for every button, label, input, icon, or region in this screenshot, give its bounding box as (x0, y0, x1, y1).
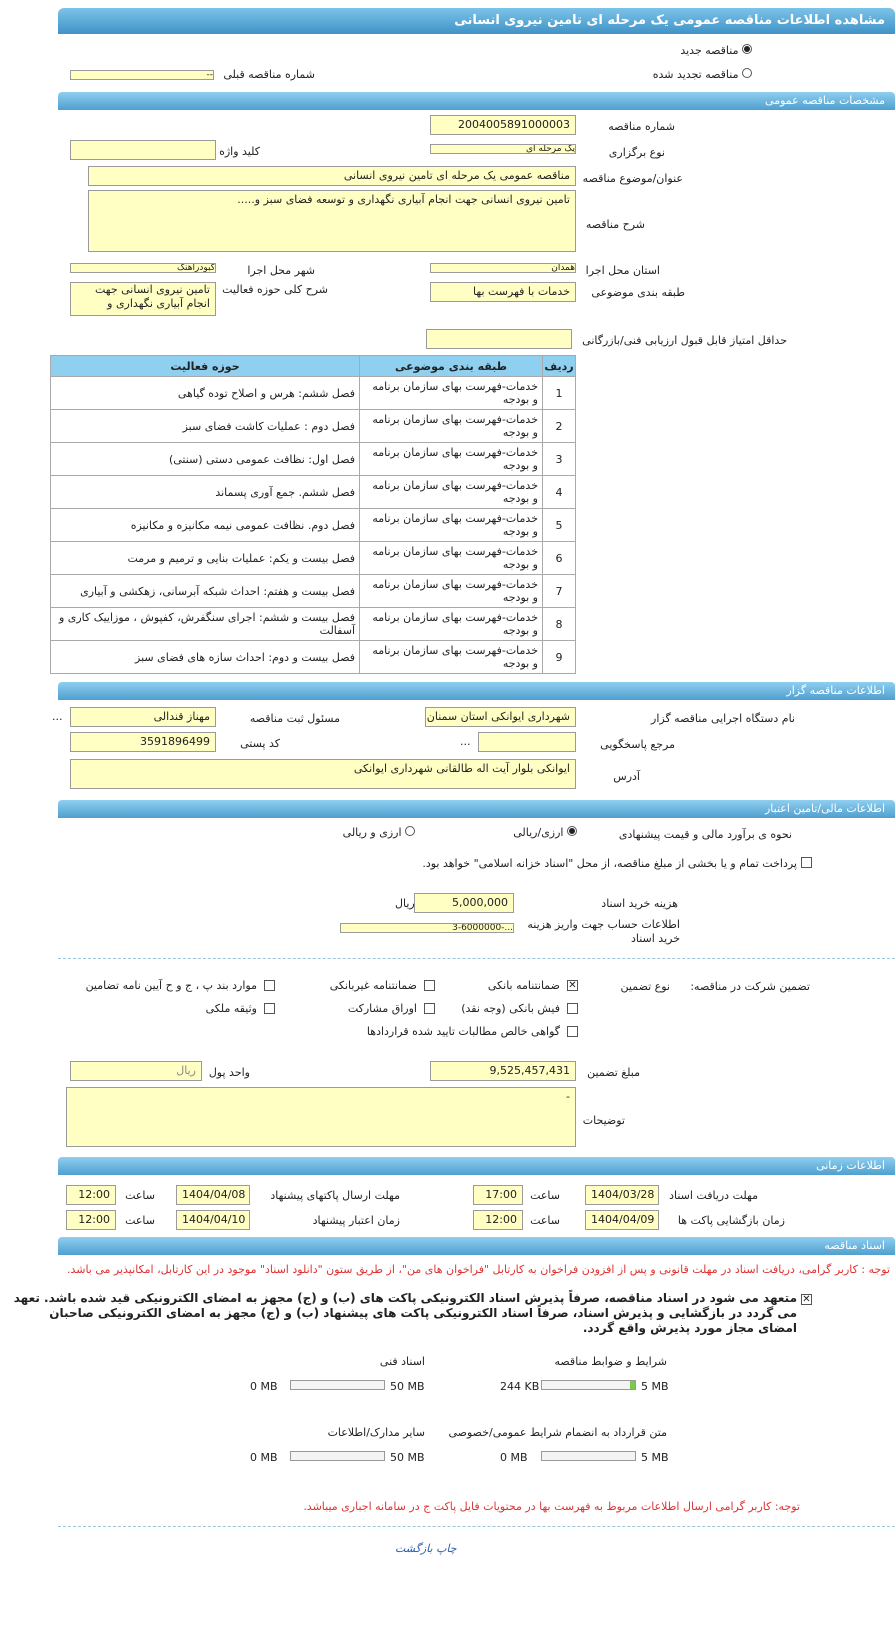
section-timing: اطلاعات زمانی (58, 1157, 895, 1175)
treasury-text: پرداخت تمام و یا بخشی از مبلغ مناقصه، از محل "اسناد خزانه اسلامی" خواهد بود. (422, 857, 797, 870)
city-label: شهر محل اجرا (247, 264, 315, 277)
send-label: مهلت ارسال پاکتهای پیشنهاد (270, 1189, 400, 1202)
divider-2 (58, 1526, 895, 1528)
currency-label: واحد پول (208, 1066, 250, 1079)
currency-field: ریال (70, 1061, 202, 1081)
open-time: 12:00 (473, 1210, 523, 1230)
type-select[interactable]: یک مرحله ای (430, 144, 576, 154)
section-docs: اسناد مناقصه (58, 1237, 895, 1255)
row-category: خدمات-فهرست بهای سازمان برنامه و بودجه (360, 542, 543, 575)
account-select[interactable]: 3-6000000-... (340, 923, 514, 933)
subject-label: عنوان/موضوع مناقصه (582, 172, 683, 185)
radio-renewed[interactable] (742, 68, 752, 78)
row-category: خدمات-فهرست بهای سازمان برنامه و بودجه (360, 509, 543, 542)
org-field: شهرداری ایوانکی استان سمنان (425, 707, 576, 727)
valid-date: 1404/04/10 (176, 1210, 250, 1230)
docs-note: توجه : کاربر گرامی، دریافت اسناد در مهلت قانونی و پس از افزودن فراخوان به کارتابل "فراخوان های من"، از طریق ستون "دانلود اسناد" موجود در این کارتابل، امکانپذیر می باشد. (66, 1263, 890, 1276)
resp-field: مهناز قندالی (70, 707, 216, 727)
fee-field: 5,000,000 (414, 893, 514, 913)
g-cert-label: گواهی خالص مطالبات تایید شده قراردادها (366, 1025, 560, 1038)
file-tech-used: 0 MB (250, 1380, 278, 1393)
col-row: ردیف (543, 356, 576, 377)
estimate-label: نحوه ی برآورد مالی و قیمت پیشنهادی (618, 828, 792, 841)
g-nonbank-label: ضمانتنامه غیربانکی (329, 979, 417, 992)
row-number: 2 (543, 410, 576, 443)
opt-rial-radio[interactable] (567, 826, 577, 836)
footer-links (395, 1542, 457, 1555)
ref-more[interactable]: ... (460, 735, 471, 748)
scope-field[interactable]: تامین نیروی انسانی جهت انجام آبیاری نگهداری و (70, 282, 216, 316)
postal-label: کد پستی (240, 737, 280, 750)
file-contract-max: 5 MB (641, 1451, 669, 1464)
keyword-field (70, 140, 216, 160)
opt-fx-label: ارزی و ریالی (342, 826, 402, 839)
notes-field: - (66, 1087, 576, 1147)
g-bonds-checkbox[interactable] (424, 1003, 435, 1014)
row-activity: فصل بیست و هفتم: احداث شبکه آبرسانی، زهکشی و آبیاری (51, 575, 360, 608)
receive-label: مهلت دریافت اسناد (669, 1189, 758, 1202)
valid-time: 12:00 (66, 1210, 116, 1230)
valid-label: زمان اعتبار پیشنهاد (312, 1214, 400, 1227)
col-activity: حوزه فعالیت (51, 356, 360, 377)
number-label: شماره مناقصه (608, 120, 675, 133)
row-category: خدمات-فهرست بهای سازمان برنامه و بودجه (360, 575, 543, 608)
resp-label: مسئول ثبت مناقصه (249, 712, 340, 725)
file-other-bar (290, 1451, 385, 1461)
row-activity: فصل دوم : عملیات کاشت فضای سبز (51, 410, 360, 443)
prev-tender-select[interactable]: -- (70, 70, 214, 80)
amount-field: 9,525,457,431 (430, 1061, 576, 1081)
category-label: طبقه بندی موضوعی (591, 286, 685, 299)
row-number: 1 (543, 377, 576, 410)
keyword-label: کلید واژه (219, 145, 260, 158)
file-conditions-fill (630, 1381, 635, 1389)
commit-text: متعهد می شود در اسناد مناقصه، صرفاً پذیرش اسناد الکترونیکی پاکت های (ب) و (ج) مجهز به امضای الکترونیکی قید شده باشد. تعهد می گردد در بازگشایی و پذیرش اسناد، صرفاً اسناد الکترونیکی پاکت های پیشنهاد (ب) و (ج) مجهز به امضای الکترونیکی صاحبان امضای مجاز مورد پذیرش واقع گردد. (13, 1291, 797, 1335)
open-label: زمان بازگشایی پاکت ها (677, 1214, 785, 1227)
treasury-checkbox[interactable] (801, 857, 812, 868)
postal-field: 3591896499 (70, 732, 216, 752)
fee-label: هزینه خرید اسناد (601, 897, 678, 910)
open-time-label: ساعت (530, 1214, 560, 1227)
send-time-label: ساعت (125, 1189, 155, 1202)
account-label: اطلاعات حساب جهت واریز هزینه خرید اسناد (527, 918, 680, 945)
resp-more[interactable]: ... (52, 710, 63, 723)
row-category: خدمات-فهرست بهای سازمان برنامه و بودجه (360, 443, 543, 476)
radio-new[interactable] (742, 44, 752, 54)
activity-row (51, 641, 576, 674)
address-label: آدرس (613, 770, 640, 783)
scope-label: شرح کلی حوزه فعالیت (222, 283, 328, 296)
file-conditions-max: 5 MB (641, 1380, 669, 1393)
receive-time: 17:00 (473, 1185, 523, 1205)
row-number: 9 (543, 641, 576, 674)
valid-time-label: ساعت (125, 1214, 155, 1227)
divider-1 (58, 958, 895, 960)
ref-label: مرجع پاسخگویی (600, 738, 675, 751)
city-select[interactable]: کبودراهنگ (70, 263, 216, 273)
row-number: 6 (543, 542, 576, 575)
g-cash-checkbox[interactable] (567, 1003, 578, 1014)
send-time: 12:00 (66, 1185, 116, 1205)
address-field: ایوانکی بلوار آیت اله طالقانی شهرداری ایوانکی (70, 759, 576, 789)
send-date: 1404/04/08 (176, 1185, 250, 1205)
row-activity: فصل دوم. نظافت عمومی نیمه مکانیزه و مکانیزه (51, 509, 360, 542)
row-activity: فصل بیست و دوم: احداث سازه های فضای سبز (51, 641, 360, 674)
row-category: خدمات-فهرست بهای سازمان برنامه و بودجه (360, 377, 543, 410)
opt-fx-row[interactable] (343, 826, 415, 839)
radio-renewed-label: مناقصه تجدید شده (652, 68, 739, 81)
row-activity: فصل ششم. جمع آوری پسماند (51, 476, 360, 509)
row-number: 4 (543, 476, 576, 509)
row-activity: فصل ششم: هرس و اصلاح توده گیاهی (51, 377, 360, 410)
activity-row (51, 575, 576, 608)
file-conditions-bar (541, 1380, 636, 1390)
activity-table (50, 355, 576, 674)
g-property-checkbox[interactable] (264, 1003, 275, 1014)
row-number: 5 (543, 509, 576, 542)
activity-row (51, 608, 576, 641)
radio-renewed-row[interactable] (653, 68, 752, 81)
opt-fx-radio[interactable] (405, 826, 415, 836)
receive-date: 1404/03/28 (585, 1185, 659, 1205)
org-label: نام دستگاه اجرایی مناقصه گزار (651, 712, 795, 725)
amount-label: مبلغ تضمین (587, 1066, 640, 1079)
back-link[interactable]: بازگشت (395, 1542, 433, 1555)
row-number: 7 (543, 575, 576, 608)
section-organizer: اطلاعات مناقصه گزار (58, 682, 895, 700)
desc-label: شرح مناقصه (585, 218, 645, 231)
opt-rial-row[interactable] (513, 826, 577, 839)
row-activity: فصل بیست و یکم: عملیات بنایی و ترمیم و مرمت (51, 542, 360, 575)
file-other-max: 50 MB (390, 1451, 425, 1464)
subject-field: مناقصه عمومی یک مرحله ای تامین نیروی انسانی (88, 166, 576, 186)
guarantee-type-label: نوع تضمین (620, 980, 670, 993)
row-number: 3 (543, 443, 576, 476)
g-cash-label: فیش بانکی (وجه نقد) (461, 1002, 560, 1015)
min-score-label: حداقل امتیاز قابل قبول ارزیابی فنی/بازرگانی (582, 334, 787, 347)
min-score-field (426, 329, 572, 349)
activity-table-header (51, 356, 576, 377)
page-title: مشاهده اطلاعات مناقصه عمومی یک مرحله ای تامین نیروی انسانی (58, 8, 895, 34)
g-bank-checkbox[interactable]: ✕ (568, 980, 577, 991)
province-select[interactable]: همدان (430, 263, 576, 273)
file-tech-bar (290, 1380, 385, 1390)
g-cert-checkbox[interactable] (567, 1026, 578, 1037)
activity-row (51, 542, 576, 575)
radio-new-label: مناقصه جدید (680, 44, 739, 57)
opt-rial-label: ارزی/ریالی (513, 826, 564, 839)
type-label: نوع برگزاری (608, 146, 665, 159)
activity-row (51, 377, 576, 410)
row-activity: فصل بیست و ششم: اجرای سنگفرش، کفپوش ، موزاییک کاری و آسفالت (51, 608, 360, 641)
desc-field: تامین نیروی انسانی جهت انجام آبیاری نگهداری و توسعه فضای سبز و..... (88, 190, 576, 252)
g-bonds-label: اوراق مشارکت (347, 1002, 417, 1015)
file-tech-label: اسناد فنی (379, 1355, 425, 1368)
category-field: خدمات با فهرست بها (430, 282, 576, 302)
file-contract-label: متن قرارداد به انضمام شرایط عمومی/خصوصی (448, 1426, 667, 1439)
file-conditions-label: شرایط و ضوابط مناقصه (554, 1355, 667, 1368)
row-category: خدمات-فهرست بهای سازمان برنامه و بودجه (360, 608, 543, 641)
fee-unit: ریال (395, 897, 415, 910)
file-contract-used: 0 MB (500, 1451, 528, 1464)
activity-row (51, 509, 576, 542)
g-nonbank-checkbox[interactable] (424, 980, 435, 991)
receive-time-label: ساعت (530, 1189, 560, 1202)
row-number: 8 (543, 608, 576, 641)
file-other-label: سایر مدارک/اطلاعات (327, 1426, 425, 1439)
file-tech-max: 50 MB (390, 1380, 425, 1393)
number-field: 2004005891000003 (430, 115, 576, 135)
ref-field (478, 732, 576, 752)
activity-row (51, 410, 576, 443)
g-items-label: موارد بند پ ، ج و ح آیین نامه تضامین (85, 979, 257, 992)
commit-checkbox[interactable]: ✕ (802, 1294, 811, 1305)
row-category: خدمات-فهرست بهای سازمان برنامه و بودجه (360, 476, 543, 509)
g-items-checkbox[interactable] (264, 980, 275, 991)
file-other-used: 0 MB (250, 1451, 278, 1464)
prev-tender-label: شماره مناقصه قبلی (223, 68, 315, 81)
activity-row (51, 443, 576, 476)
file-conditions-used: 244 KB (500, 1380, 540, 1393)
row-category: خدمات-فهرست بهای سازمان برنامه و بودجه (360, 410, 543, 443)
radio-new-row[interactable] (680, 44, 752, 57)
file-contract-bar (541, 1451, 636, 1461)
guarantee-label: تضمین شرکت در مناقصه: (690, 980, 810, 993)
print-link[interactable]: چاپ (436, 1542, 457, 1555)
g-property-label: وثیقه ملکی (205, 1002, 257, 1015)
g-bank-label: ضمانتنامه بانکی (487, 979, 560, 992)
province-label: استان محل اجرا (585, 264, 660, 277)
open-date: 1404/04/09 (585, 1210, 659, 1230)
col-category: طبقه بندی موضوعی (360, 356, 543, 377)
docs-note-2: توجه: کاربر گرامی ارسال اطلاعات مربوط به فهرست بها در محتویات فایل پاکت ج در سامانه اجباری میباشد. (303, 1500, 800, 1513)
section-general: مشخصات مناقصه عمومی (58, 92, 895, 110)
row-activity: فصل اول: نظافت عمومی دستی (سنتی) (51, 443, 360, 476)
row-category: خدمات-فهرست بهای سازمان برنامه و بودجه (360, 641, 543, 674)
notes-label: توضیحات (582, 1114, 625, 1127)
section-financial: اطلاعات مالی/تامین اعتبار (58, 800, 895, 818)
activity-row (51, 476, 576, 509)
